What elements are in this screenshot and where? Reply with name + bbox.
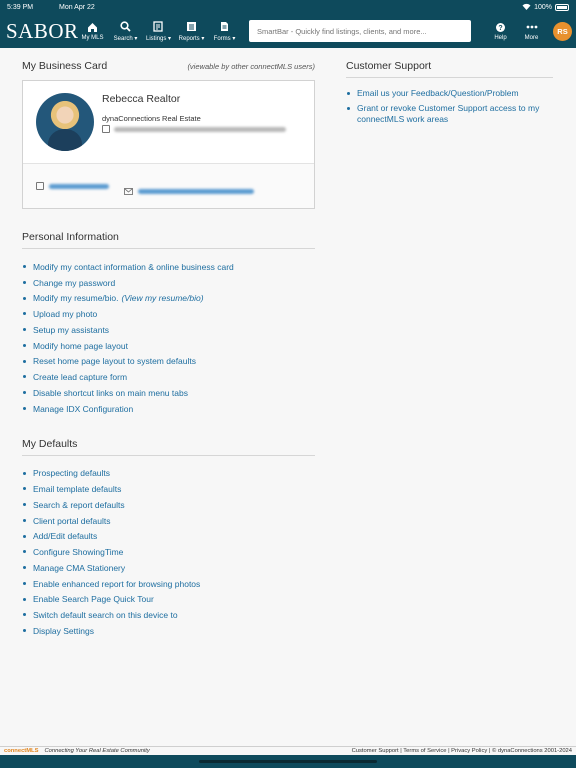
support-title: Customer Support xyxy=(346,60,553,78)
agent-address xyxy=(102,125,286,133)
smartbar-input[interactable] xyxy=(249,20,471,42)
business-card xyxy=(22,80,315,209)
battery-percent: 100% xyxy=(534,3,552,11)
link-label: Add/Edit defaults xyxy=(33,531,98,542)
nav-label: Listings ▾ xyxy=(145,35,172,42)
wifi-icon xyxy=(522,3,531,12)
agent-company: dynaConnections Real Estate xyxy=(102,114,201,123)
personal-info-title: Personal Information xyxy=(22,231,315,249)
link-enhanced-report[interactable] xyxy=(22,576,315,592)
link-label: Client portal defaults xyxy=(33,515,111,526)
footer-links[interactable]: Customer Support | Terms of Service | Privacy Policy | © dynaConnections 2001-2024 xyxy=(351,748,572,754)
headset-icon xyxy=(495,21,507,33)
nav-forms[interactable] xyxy=(208,21,241,42)
link-modify-contact[interactable] xyxy=(22,259,315,275)
battery-icon xyxy=(555,4,569,11)
page-footer xyxy=(0,746,576,755)
link-label: Modify home page layout xyxy=(33,340,128,351)
envelope-icon xyxy=(124,182,133,200)
personal-info-list xyxy=(22,259,315,417)
link-label: Manage IDX Configuration xyxy=(33,403,134,414)
address-redacted xyxy=(114,127,286,132)
link-label: Enable enhanced report for browsing photos xyxy=(33,578,201,589)
business-card-title: My Business Card xyxy=(22,60,108,72)
link-switch-default-search[interactable] xyxy=(22,607,315,623)
link-upload-photo[interactable] xyxy=(22,306,315,322)
link-lead-capture[interactable] xyxy=(22,369,315,385)
help-button[interactable] xyxy=(485,21,516,41)
nav-reports[interactable] xyxy=(175,21,208,42)
link-label: Email us your Feedback/Question/Problem xyxy=(357,88,519,98)
email-redacted xyxy=(138,189,254,194)
link-label: Change my password xyxy=(33,277,116,288)
forms-icon xyxy=(219,21,231,33)
help-label: Help xyxy=(494,35,507,41)
phone-redacted xyxy=(49,184,109,189)
more-dots-icon xyxy=(526,21,538,33)
link-modify-resume[interactable] xyxy=(22,291,315,307)
link-add-edit-defaults[interactable] xyxy=(22,529,315,545)
nav-listings[interactable] xyxy=(142,21,175,42)
footer-brand: connectMLS xyxy=(4,748,39,754)
link-label: Enable Search Page Quick Tour xyxy=(33,594,154,605)
link-disable-shortcuts[interactable] xyxy=(22,385,315,401)
link-label: Setup my assistants xyxy=(33,324,110,335)
right-column xyxy=(346,60,553,129)
link-configure-showingtime[interactable] xyxy=(22,544,315,560)
user-avatar[interactable]: RS xyxy=(553,22,572,41)
business-card-note: (viewable by other connectMLS users) xyxy=(187,62,315,71)
sabor-logo[interactable]: SABOR xyxy=(6,18,79,43)
link-idx-config[interactable] xyxy=(22,401,315,417)
briefcase-icon xyxy=(36,182,44,190)
nav-search[interactable] xyxy=(109,21,142,42)
link-label: Modify my resume/bio. xyxy=(33,293,119,304)
link-cma-stationery[interactable] xyxy=(22,560,315,576)
link-label: Create lead capture form xyxy=(33,372,128,383)
status-bar xyxy=(0,0,576,14)
nav-label: My MLS xyxy=(81,35,104,41)
link-change-password[interactable] xyxy=(22,275,315,291)
link-quick-tour[interactable] xyxy=(22,592,315,608)
reports-icon xyxy=(186,21,198,33)
link-label: Email template defaults xyxy=(33,484,122,495)
nav-my-mls[interactable] xyxy=(76,21,109,41)
link-label: Display Settings xyxy=(33,625,94,636)
top-navbar xyxy=(0,14,576,48)
link-search-report-defaults[interactable] xyxy=(22,497,315,513)
link-label: Configure ShowingTime xyxy=(33,547,124,558)
support-list xyxy=(346,88,553,126)
link-client-portal-defaults[interactable] xyxy=(22,513,315,529)
link-support-access[interactable] xyxy=(346,103,553,126)
link-email-template-defaults[interactable] xyxy=(22,481,315,497)
link-modify-layout[interactable] xyxy=(22,338,315,354)
link-label: Reset home page layout to system defaults xyxy=(33,356,197,367)
battery-indicator xyxy=(522,3,569,12)
link-label: Disable shortcut links on main menu tabs xyxy=(33,387,188,398)
status-date: Mon Apr 22 xyxy=(59,3,95,11)
more-button[interactable] xyxy=(516,21,547,41)
link-label: Modify my contact information & online business card xyxy=(33,261,234,272)
link-label: Search & report defaults xyxy=(33,499,125,510)
status-time: 5:39 PM xyxy=(7,3,34,11)
agent-name: Rebecca Realtor xyxy=(102,93,181,105)
home-icon xyxy=(87,21,99,33)
link-label: Grant or revoke Customer Support access to my connectMLS work areas xyxy=(357,102,540,124)
footer-tagline: Connecting Your Real Estate Community xyxy=(44,748,150,754)
link-display-settings[interactable] xyxy=(22,623,315,639)
link-reset-layout[interactable] xyxy=(22,354,315,370)
email-contact[interactable] xyxy=(124,182,254,200)
nav-label: Search ▾ xyxy=(113,35,138,42)
more-label: More xyxy=(524,35,539,41)
nav-label: Forms ▾ xyxy=(213,35,236,42)
svg-text:?: ? xyxy=(498,24,503,32)
link-setup-assistants[interactable] xyxy=(22,322,315,338)
search-icon xyxy=(120,21,132,33)
link-label: Manage CMA Stationery xyxy=(33,562,126,573)
link-prospecting-defaults[interactable] xyxy=(22,466,315,482)
defaults-list xyxy=(22,466,315,639)
phone-contact[interactable] xyxy=(36,182,109,190)
link-label: Prospecting defaults xyxy=(33,468,111,479)
link-view-resume[interactable]: (View my resume/bio) xyxy=(121,293,204,304)
link-email-feedback[interactable] xyxy=(346,88,553,100)
left-column xyxy=(22,60,315,639)
link-label: Switch default search on this device to xyxy=(33,610,178,621)
defaults-title: My Defaults xyxy=(22,438,315,456)
business-card-contacts xyxy=(23,164,314,208)
business-card-top xyxy=(23,81,314,164)
listings-icon xyxy=(153,21,165,33)
nav-label: Reports ▾ xyxy=(178,35,205,42)
business-card-header xyxy=(22,60,315,76)
link-label: Upload my photo xyxy=(33,309,98,320)
home-indicator xyxy=(0,755,576,768)
building-icon xyxy=(102,125,110,133)
profile-photo xyxy=(36,93,94,151)
